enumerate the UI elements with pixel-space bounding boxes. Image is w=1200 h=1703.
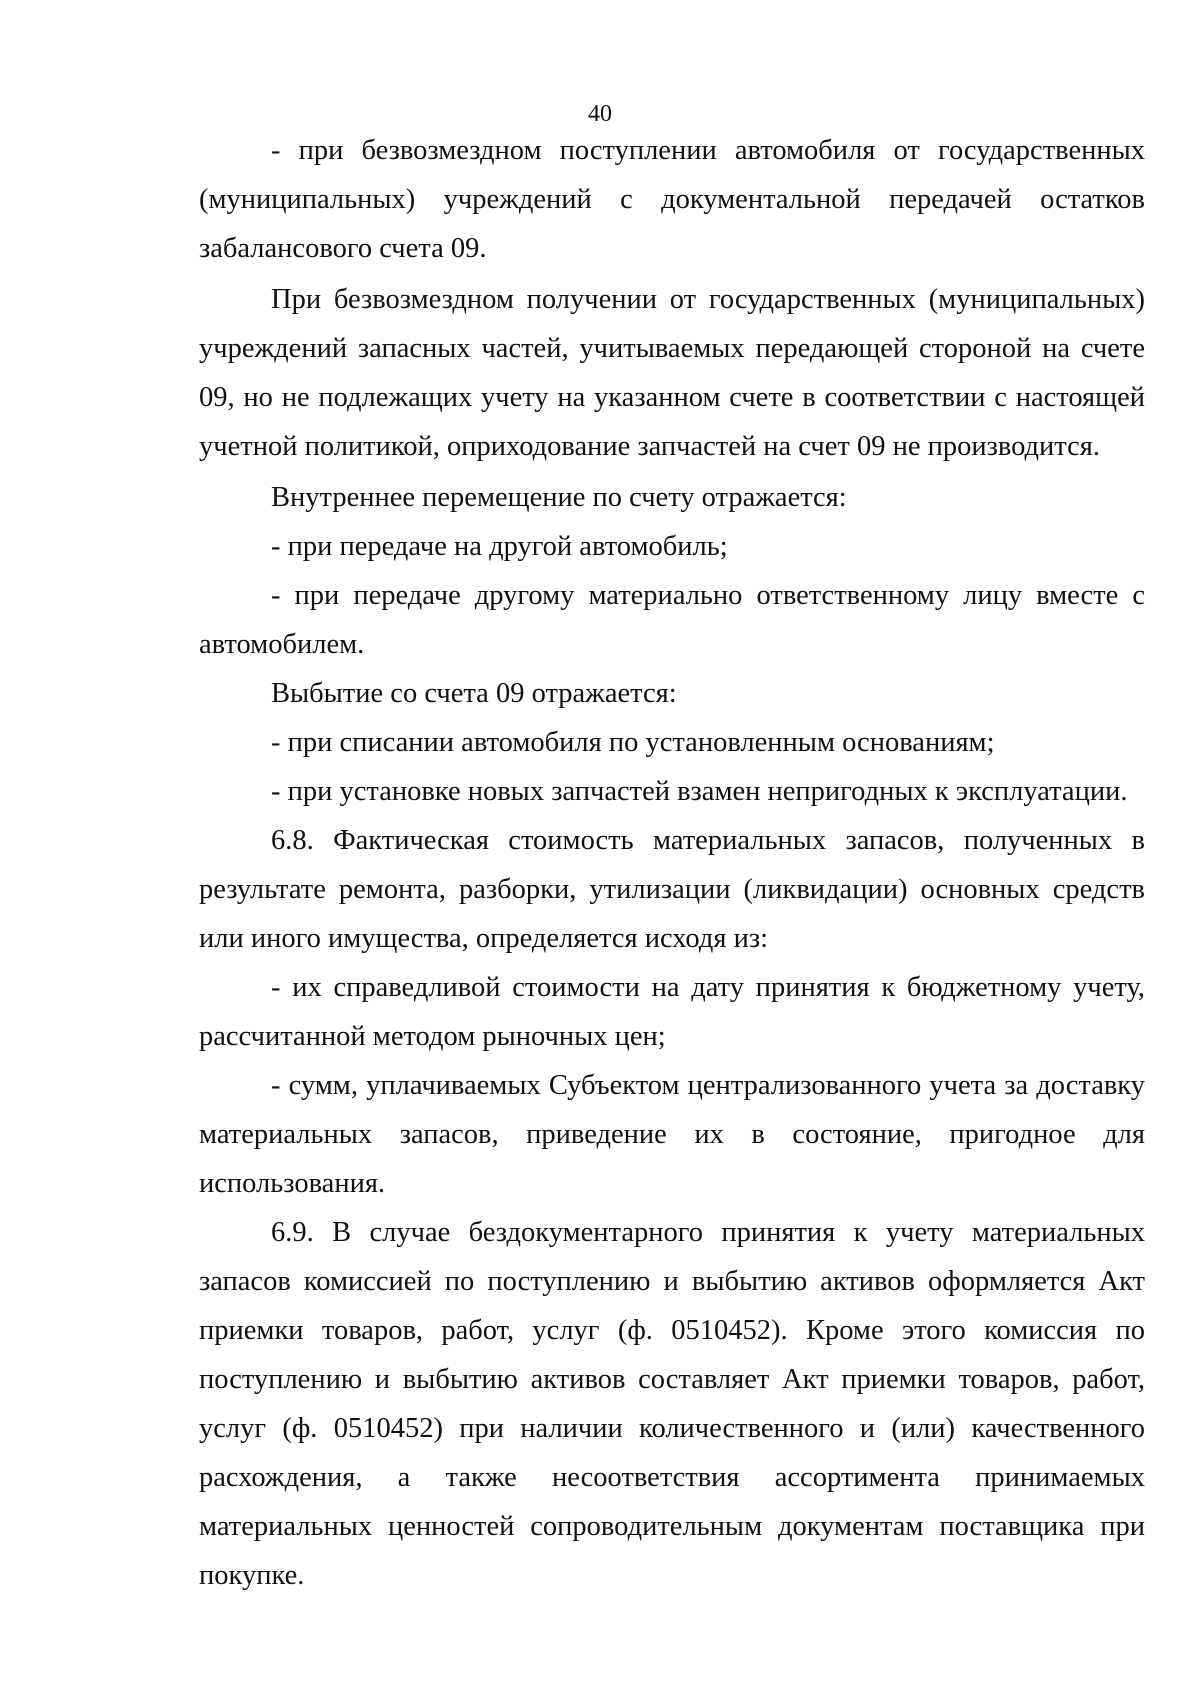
paragraph-12: 6.9. В случае бездокументарного принятия к учету материальных запасов комиссией по поступлению и выбытию активов оформляется Акт приемки товаров, работ, услуг (ф. 0510452). Кроме этого комиссия по поступлению и выбытию активов составляет Акт приемки товаров, работ, услуг (ф. 0510452) при наличии количественного и (или) качественного расхождения, а также несоответствия ассортимента принимаемых материальных ценностей сопроводительным документам поставщика при покупке. bbox=[199, 1217, 1145, 1591]
paragraph-6: Выбытие со счета 09 отражается: bbox=[271, 678, 677, 709]
paragraph-9: 6.8. Фактическая стоимость материальных запасов, полученных в результате ремонта, разборки, утилизации (ликвидации) основных средств или иного имущества, определяется исходя из: bbox=[199, 825, 1145, 954]
paragraph-10: - их справедливой стоимости на дату принятия к бюджетному учету, рассчитанной методом рыночных цен; bbox=[199, 972, 1145, 1052]
paragraph-3: Внутреннее перемещение по счету отражается: bbox=[271, 482, 847, 513]
paragraph-1: - при безвозмездном поступлении автомобиля от государственных (муниципальных) учреждений с документальной передачей остатков забалансового счета 09. bbox=[199, 135, 1145, 264]
document-body bbox=[199, 126, 1145, 1600]
paragraph-7: - при списании автомобиля по установленным основаниям; bbox=[271, 727, 995, 758]
paragraph-5: - при передаче другому материально ответственному лицу вместе с автомобилем. bbox=[199, 580, 1145, 660]
paragraph-2: При безвозмездном получении от государственных (муниципальных) учреждений запасных частей, учитываемых передающей стороной на счете 09, но не подлежащих учету на указанном счете в соответствии с настоящей учетной политикой, оприходование запчастей на счет 09 не производится. bbox=[199, 284, 1145, 462]
paragraph-4: - при передаче на другой автомобиль; bbox=[271, 531, 728, 562]
paragraph-8: - при установке новых запчастей взамен непригодных к эксплуатации. bbox=[271, 776, 1128, 807]
paragraph-11: - сумм, уплачиваемых Субъектом централизованного учета за доставку материальных запасов, приведение их в состояние, пригодное для использования. bbox=[199, 1070, 1145, 1199]
page-number: 40 bbox=[588, 101, 612, 127]
